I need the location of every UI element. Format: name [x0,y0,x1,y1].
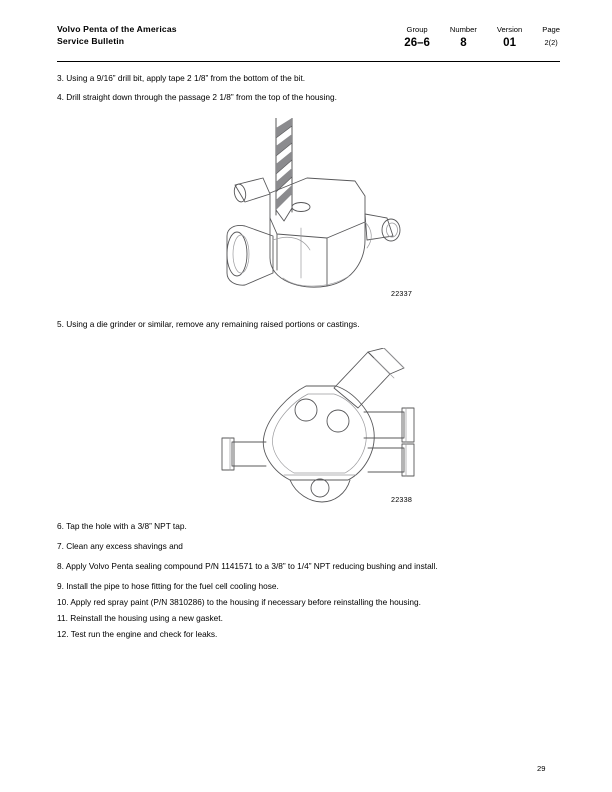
publisher-title-line2: Service Bulletin [57,35,125,46]
right-lower-port [368,444,414,476]
header-field-value: 2(2) [544,38,558,47]
left-pipe-fillet [273,237,310,250]
flange-lower-tab [290,480,350,502]
publisher-title [57,24,177,47]
publisher-title-line1: Volvo Penta of the Americas [57,24,177,34]
water-inlet-housing-drawing [215,118,430,298]
header-field-number [450,24,477,50]
step-item-9: 9. Install the pipe to hose fitting for the fuel cell cooling hose. [57,581,279,591]
figure-caption-22337: 22337 [391,289,413,298]
step-item-5: 5. Using a die grinder or similar, remove any remaining raised portions or castings. [57,319,360,329]
header-field-version [497,24,522,50]
angled-pipe-lip [374,358,394,378]
left-port [222,438,266,470]
left-inlet-pipe [227,225,273,285]
flange-bolt-hole-lower [311,479,329,497]
document-header [57,24,560,62]
housing-flange-outer [263,386,374,480]
housing-top-face [270,178,365,238]
step-item-11: 11. Reinstall the housing using a new gasket. [57,613,223,623]
header-field-group [384,24,560,50]
face-boss-upper-right [327,410,349,432]
page-number: 29 [537,764,546,773]
header-divider [57,61,560,62]
left-inlet-pipe-bore [227,232,247,276]
upper-left-stub [235,178,270,202]
header-field-label: Version [496,25,523,34]
housing-flange-inner [273,394,367,473]
face-boss-upper-left [295,399,317,421]
header-field-group-number [404,24,430,50]
step-item-12: 12. Test run the engine and check for leaks. [57,629,218,639]
figure-22337 [215,118,430,298]
drill-bit-icon [276,118,292,221]
header-field-label: Group [406,25,428,34]
step-item-8: 8. Apply Volvo Penta sealing compound P/N 1141571 to a 3/8” to 1/4” NPT reducing bushing and install. [57,561,438,571]
header-field-label: Number [449,25,477,34]
header-field-value: 01 [503,37,516,49]
step-item-7: 7. Clean any excess shavings and [57,541,183,551]
step-item-3: 3. Using a 9/16” drill bit, apply tape 2 1/8” from the bottom of the bit. [57,73,306,83]
housing-top-boss [292,203,310,212]
header-field-value: 8 [460,37,467,49]
figure-caption-22338: 22338 [391,495,413,504]
water-distribution-housing-drawing [218,348,428,508]
housing-bottom-lip [283,276,349,286]
right-outlet-bore [387,223,398,237]
step-item-4: 4. Drill straight down through the passage 2 1/8” from the top of the housing. [57,92,337,102]
step-item-10: 10. Apply red spray paint (P/N 3810286) to the housing if necessary before reinstalling the housing. [57,597,421,607]
header-field-value: 26–6 [404,37,430,49]
step-item-6: 6. Tap the hole with a 3/8” NPT tap. [57,521,187,531]
figure-22338 [218,348,428,508]
header-field-page [542,24,560,50]
right-upper-port [364,408,414,442]
header-field-label: Page [542,25,560,34]
